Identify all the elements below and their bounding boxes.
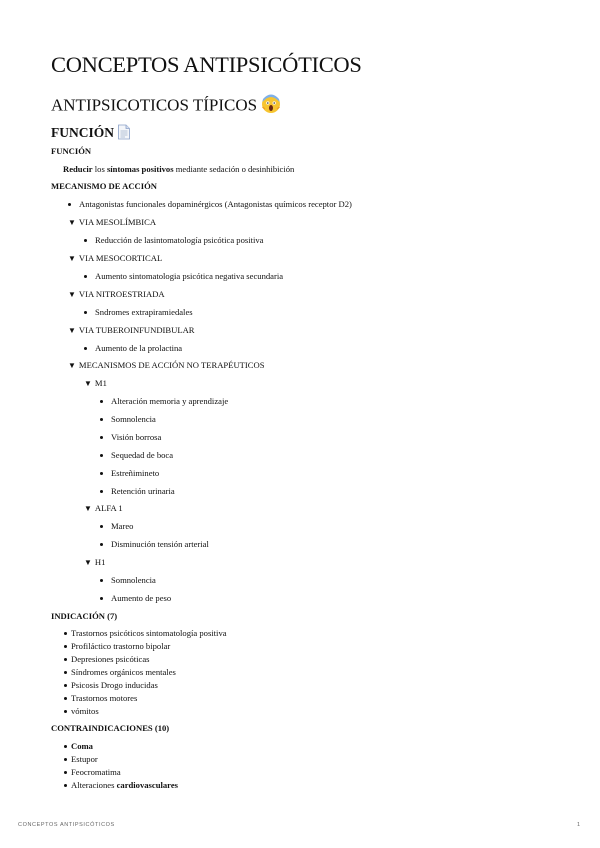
bullet (64, 671, 67, 674)
bullet (64, 745, 67, 748)
contraindicaciones-label: CONTRAINDICACIONES (10) (51, 723, 170, 733)
triangle-down-icon: ▼ (68, 254, 76, 263)
list-item (71, 780, 178, 790)
list-item: Trastornos motores (71, 693, 138, 703)
bullet (100, 543, 103, 546)
triangle-down-icon: ▼ (84, 558, 92, 567)
subsection-title: FUNCIÓN (51, 125, 114, 141)
bullet (64, 697, 67, 700)
cardiovasculares-text: cardiovasculares (116, 780, 179, 790)
reducir-text: Reducir (63, 164, 93, 174)
via-mesocortical-toggle[interactable] (68, 253, 162, 264)
bullet (64, 645, 67, 648)
triangle-down-icon: ▼ (68, 326, 76, 335)
list-item: Estreñimineto (111, 468, 160, 478)
toggle-label: MECANISMOS DE ACCIÓN NO TERAPÉUTICOS (78, 360, 265, 370)
footer-title: CONCEPTOS ANTIPSICÓTICOS (18, 822, 115, 828)
bullet (64, 758, 67, 761)
list-item: Aumento sintomatologia psicótica negativa secundaria (95, 271, 284, 281)
bullet (100, 490, 103, 493)
list-item: vómitos (71, 706, 99, 716)
toggle-label: VIA MESOCORTICAL (78, 253, 163, 263)
list-item: Trastornos psicóticos sintomatología positiva (71, 628, 227, 638)
list-item: Síndromes orgánicos mentales (71, 667, 176, 677)
alteraciones-text: Alteraciones (71, 780, 117, 790)
bullet (84, 347, 87, 350)
alfa1-toggle[interactable] (84, 503, 123, 514)
bullet (100, 579, 103, 582)
bullet (100, 400, 103, 403)
bullet (64, 710, 67, 713)
list-item: Psicosis Drogo inducidas (71, 680, 158, 690)
page-title: CONCEPTOS ANTIPSICÓTICOS (51, 52, 362, 77)
bullet (100, 454, 103, 457)
funcion-label: FUNCIÓN (51, 146, 92, 156)
screaming-face-icon (261, 94, 281, 119)
no-terapeuticos-toggle[interactable] (68, 360, 265, 371)
toggle-label: VIA TUBEROINFUNDIBULAR (78, 325, 195, 335)
list-item: Retención urinaria (111, 486, 175, 496)
triangle-down-icon: ▼ (84, 504, 92, 513)
section-title: ANTIPSICOTICOS TÍPICOS (51, 95, 258, 115)
bullet (64, 771, 67, 774)
list-item: Depresiones psicóticas (71, 654, 150, 664)
sintomas-text: síntomas positivos (106, 164, 174, 174)
page-number: 1 (577, 822, 581, 828)
list-item: Visión borrosa (111, 432, 162, 442)
page-document-icon (117, 124, 131, 144)
toggle-label: VIA NITROESTRIADA (78, 289, 165, 299)
bullet (68, 203, 71, 206)
list-item: Aumento de la prolactina (95, 343, 183, 353)
list-item: Alteración memoria y aprendizaje (111, 396, 229, 406)
triangle-down-icon: ▼ (68, 290, 76, 299)
toggle-label: ALFA 1 (94, 503, 123, 513)
via-mesolimbica-toggle[interactable] (68, 217, 156, 228)
list-item: Sndromes extrapiramiedales (95, 307, 193, 317)
los-text: los (92, 164, 107, 174)
h1-toggle[interactable] (84, 557, 105, 568)
toggle-label: H1 (94, 557, 106, 567)
m1-toggle[interactable] (84, 378, 107, 389)
funcion-rest-text: mediante sedación o desinhibición (173, 164, 295, 174)
bullet (64, 658, 67, 661)
list-item: Profiláctico trastorno bipolar (71, 641, 171, 651)
mecanismo-label: MECANISMO DE ACCIÓN (51, 181, 157, 191)
bullet (64, 632, 67, 635)
bullet (84, 239, 87, 242)
list-item: Aumento de peso (111, 593, 172, 603)
bullet (100, 597, 103, 600)
toggle-label: VIA MESOLÍMBICA (78, 217, 157, 227)
triangle-down-icon: ▼ (68, 361, 76, 370)
funcion-text (63, 164, 294, 174)
bullet (100, 472, 103, 475)
bullet (84, 275, 87, 278)
list-item: Sequedad de boca (111, 450, 174, 460)
triangle-down-icon: ▼ (68, 218, 76, 227)
bullet (64, 684, 67, 687)
bullet (100, 436, 103, 439)
indicacion-label: INDICACIÓN (7) (51, 611, 118, 621)
list-item: Coma (71, 741, 93, 751)
list-item: Reducción de lasintomatología psicótica positiva (95, 235, 264, 245)
list-item: Somnolencia (111, 414, 156, 424)
triangle-down-icon: ▼ (84, 379, 92, 388)
list-item: Somnolencia (111, 575, 156, 585)
list-item: Feocromatima (71, 767, 121, 777)
via-nitroestriada-toggle[interactable] (68, 289, 165, 300)
section-heading (51, 94, 281, 119)
list-item: Estupor (71, 754, 98, 764)
toggle-label: M1 (94, 378, 107, 388)
bullet (64, 784, 67, 787)
list-item: Disminución tensión arterial (111, 539, 209, 549)
list-item: Mareo (111, 521, 134, 531)
bullet (100, 525, 103, 528)
subsection-heading (51, 124, 131, 144)
bullet (84, 311, 87, 314)
via-tuberoinfundibular-toggle[interactable] (68, 325, 195, 336)
list-item: Antagonistas funcionales dopaminérgicos (Antagonistas químicos receptor D2) (79, 199, 352, 209)
bullet (100, 418, 103, 421)
